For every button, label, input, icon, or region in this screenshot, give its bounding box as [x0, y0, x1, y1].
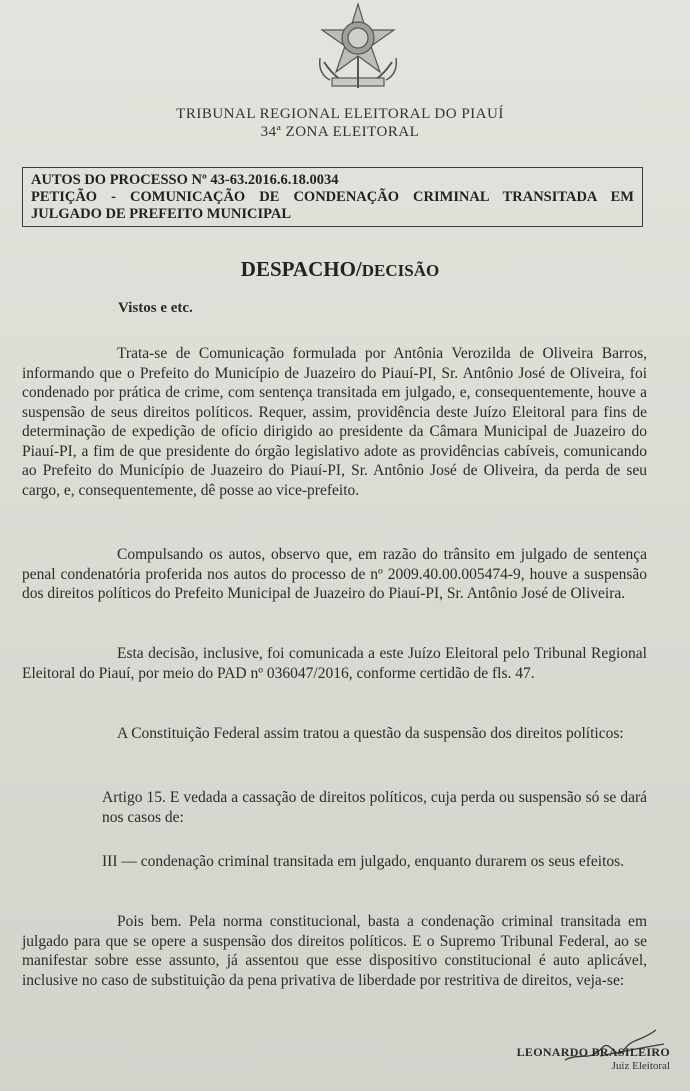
paragraph-4: A Constituição Federal assim tratou a questão da suspensão dos direitos políticos:	[117, 725, 624, 742]
court-name: TRIBUNAL REGIONAL ELEITORAL DO PIAUÍ	[176, 106, 504, 122]
case-info-box	[22, 167, 643, 227]
paragraph-3: Esta decisão, inclusive, foi comunicada a este Juízo Eleitoral pelo Tribunal Regional Eleitoral do Piauí, por meio do PAD nº 036047/2016, conforme certidão de fls. 47.	[22, 645, 647, 682]
paragraph-1: Trata-se de Comunicação formulada por Antônia Verozilda de Oliveira Barros, informando que o Prefeito do Município de Juazeiro do Piauí-PI, Sr. Antônio José de Oliveira, foi condenado por prática de crime, com sentença transitada em julgado, e, consequentemente, houve a suspensão de seus direitos políticos. Requer, assim, providência deste Juízo Eleitoral para fins de determinação de expedição de ofício dirigido ao presidente da Câmara Municipal de Juazeiro do Piauí-PI, a fim de que presidente do órgão legislativo adote as providências cabíveis, comunicando ao Prefeito do Município de Juazeiro do Piauí-PI, Sr. Antônio José de Oliveira, da perda de seu cargo, e, consequentemente, dê posse ao vice-prefeito.	[22, 345, 647, 499]
brazil-coat-of-arms-emblem	[310, 0, 406, 92]
title-sub: DECISÃO	[361, 261, 440, 280]
electoral-zone: 34ª ZONA ELEITORAL	[260, 124, 420, 140]
petition-subject: PETIÇÃO - COMUNICAÇÃO DE CONDENAÇÃO CRIMINAL TRANSITADA EM JULGADO DE PREFEITO MUNICIPAL	[31, 189, 634, 222]
judge-role: Juiz Eleitoral	[611, 1060, 670, 1072]
process-number: AUTOS DO PROCESSO Nº 43-63.2016.6.18.0034	[31, 172, 339, 188]
title-main: DESPACHO/	[240, 257, 362, 281]
quote-article-15: Artigo 15. E vedada a cassação de direitos políticos, cuja perda ou suspensão só se dará nos casos de:	[102, 789, 647, 826]
paragraph-2: Compulsando os autos, observo que, em razão do trânsito em julgado de sentença penal condenatória proferida nos autos do processo de nº 2009.40.00.005474-9, houve a suspensão dos direitos políticos do Prefeito Municipal de Juazeiro do Piauí-PI, Sr. Antônio José de Oliveira.	[22, 546, 647, 602]
paragraph-5: Pois bem. Pela norma constitucional, basta a condenação criminal transitada em julgado para que se opere a suspensão dos direitos políticos. E o Supremo Tribunal Federal, ao se manifestar sobre esse assunto, já assentou que esse dispositivo constitucional é auto aplicável, inclusive no caso de substituição da pena privativa de liberdade por restritiva de direitos, veja-se:	[22, 913, 647, 989]
opening-line: Vistos e etc.	[118, 300, 193, 316]
signature-block	[500, 1045, 670, 1072]
quote-item-iii: III — condenação criminal transitada em julgado, enquanto durarem os seus efeitos.	[102, 853, 625, 870]
judge-name: LEONARDO BRASILEIRO	[516, 1045, 670, 1059]
document-title	[0, 257, 680, 282]
